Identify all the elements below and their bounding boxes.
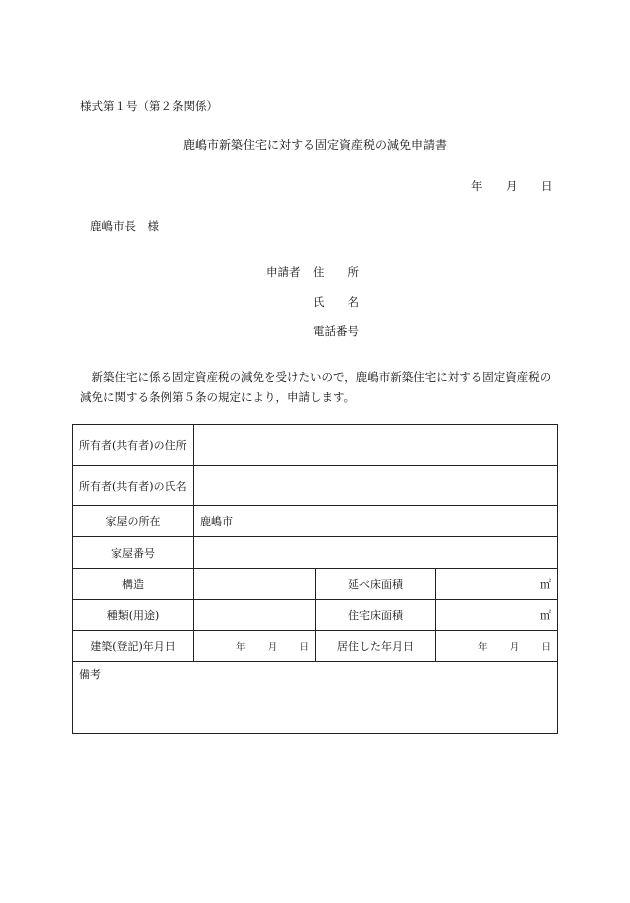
owner-address-field[interactable] [194,425,558,466]
residential-floor-area-field[interactable] [436,600,558,631]
type-use-label: 種類(用途) [73,600,194,631]
table-row [73,662,558,734]
move-in-year-label: 年 [478,642,488,653]
residential-floor-area-label: 住宅床面積 [316,600,436,631]
house-number-field[interactable] [194,537,558,569]
built-date-field[interactable] [194,631,316,662]
move-in-day-label: 日 [541,642,552,653]
built-date-label: 建築(登記)年月日 [73,631,194,662]
applicant-address-label: 住 所 [313,265,359,279]
location-field[interactable]: 鹿嶋市 [194,506,558,537]
applicant-label: 申請者 [266,265,301,279]
date-month-label: 月 [506,179,518,193]
total-floor-area-label: 延べ床面積 [316,569,436,600]
built-month-label: 月 [267,642,278,653]
table-row [73,506,558,537]
page-title: 鹿嶋市新築住宅に対する固定資産税の減免申請書 [182,138,447,152]
body-text: 新築住宅に係る固定資産税の減免を受けたいので，鹿嶋市新築住宅に対する固定資産税の減免に関する条例第５条の規定により，申請します。 [80,370,552,404]
remarks-label: 備考 [79,668,101,681]
applicant-phone-label: 電話番号 [313,324,359,338]
table-row [73,466,558,506]
unit-m2: ㎡ [540,578,552,591]
form-number: 様式第１号（第２条関係） [80,99,218,113]
move-in-date-field[interactable] [436,631,558,662]
total-floor-area-field[interactable] [436,569,558,600]
table-row [73,425,558,466]
structure-field[interactable] [194,569,316,600]
application-table [72,424,558,734]
table-row [73,537,558,569]
table-row [73,600,558,631]
remarks-field[interactable] [73,662,558,734]
built-day-label: 日 [299,642,309,653]
unit-m2: ㎡ [540,609,552,622]
structure-label: 構造 [73,569,194,600]
addressee: 鹿嶋市長 様 [90,219,159,233]
move-in-date-label: 居住した年月日 [316,631,436,662]
type-use-field[interactable] [194,600,316,631]
table-row [73,631,558,662]
house-number-label: 家屋番号 [73,537,194,569]
applicant-name-label: 氏 名 [313,295,359,309]
move-in-month-label: 月 [509,642,520,653]
owner-address-label: 所有者(共有者)の住所 [73,425,194,466]
date-day-label: 日 [541,179,553,193]
owner-name-label: 所有者(共有者)の氏名 [73,466,194,506]
built-year-label: 年 [236,642,246,653]
table-row [73,569,558,600]
location-label: 家屋の所在 [73,506,194,537]
date-year-label: 年 [471,179,483,193]
owner-name-field[interactable] [194,466,558,506]
